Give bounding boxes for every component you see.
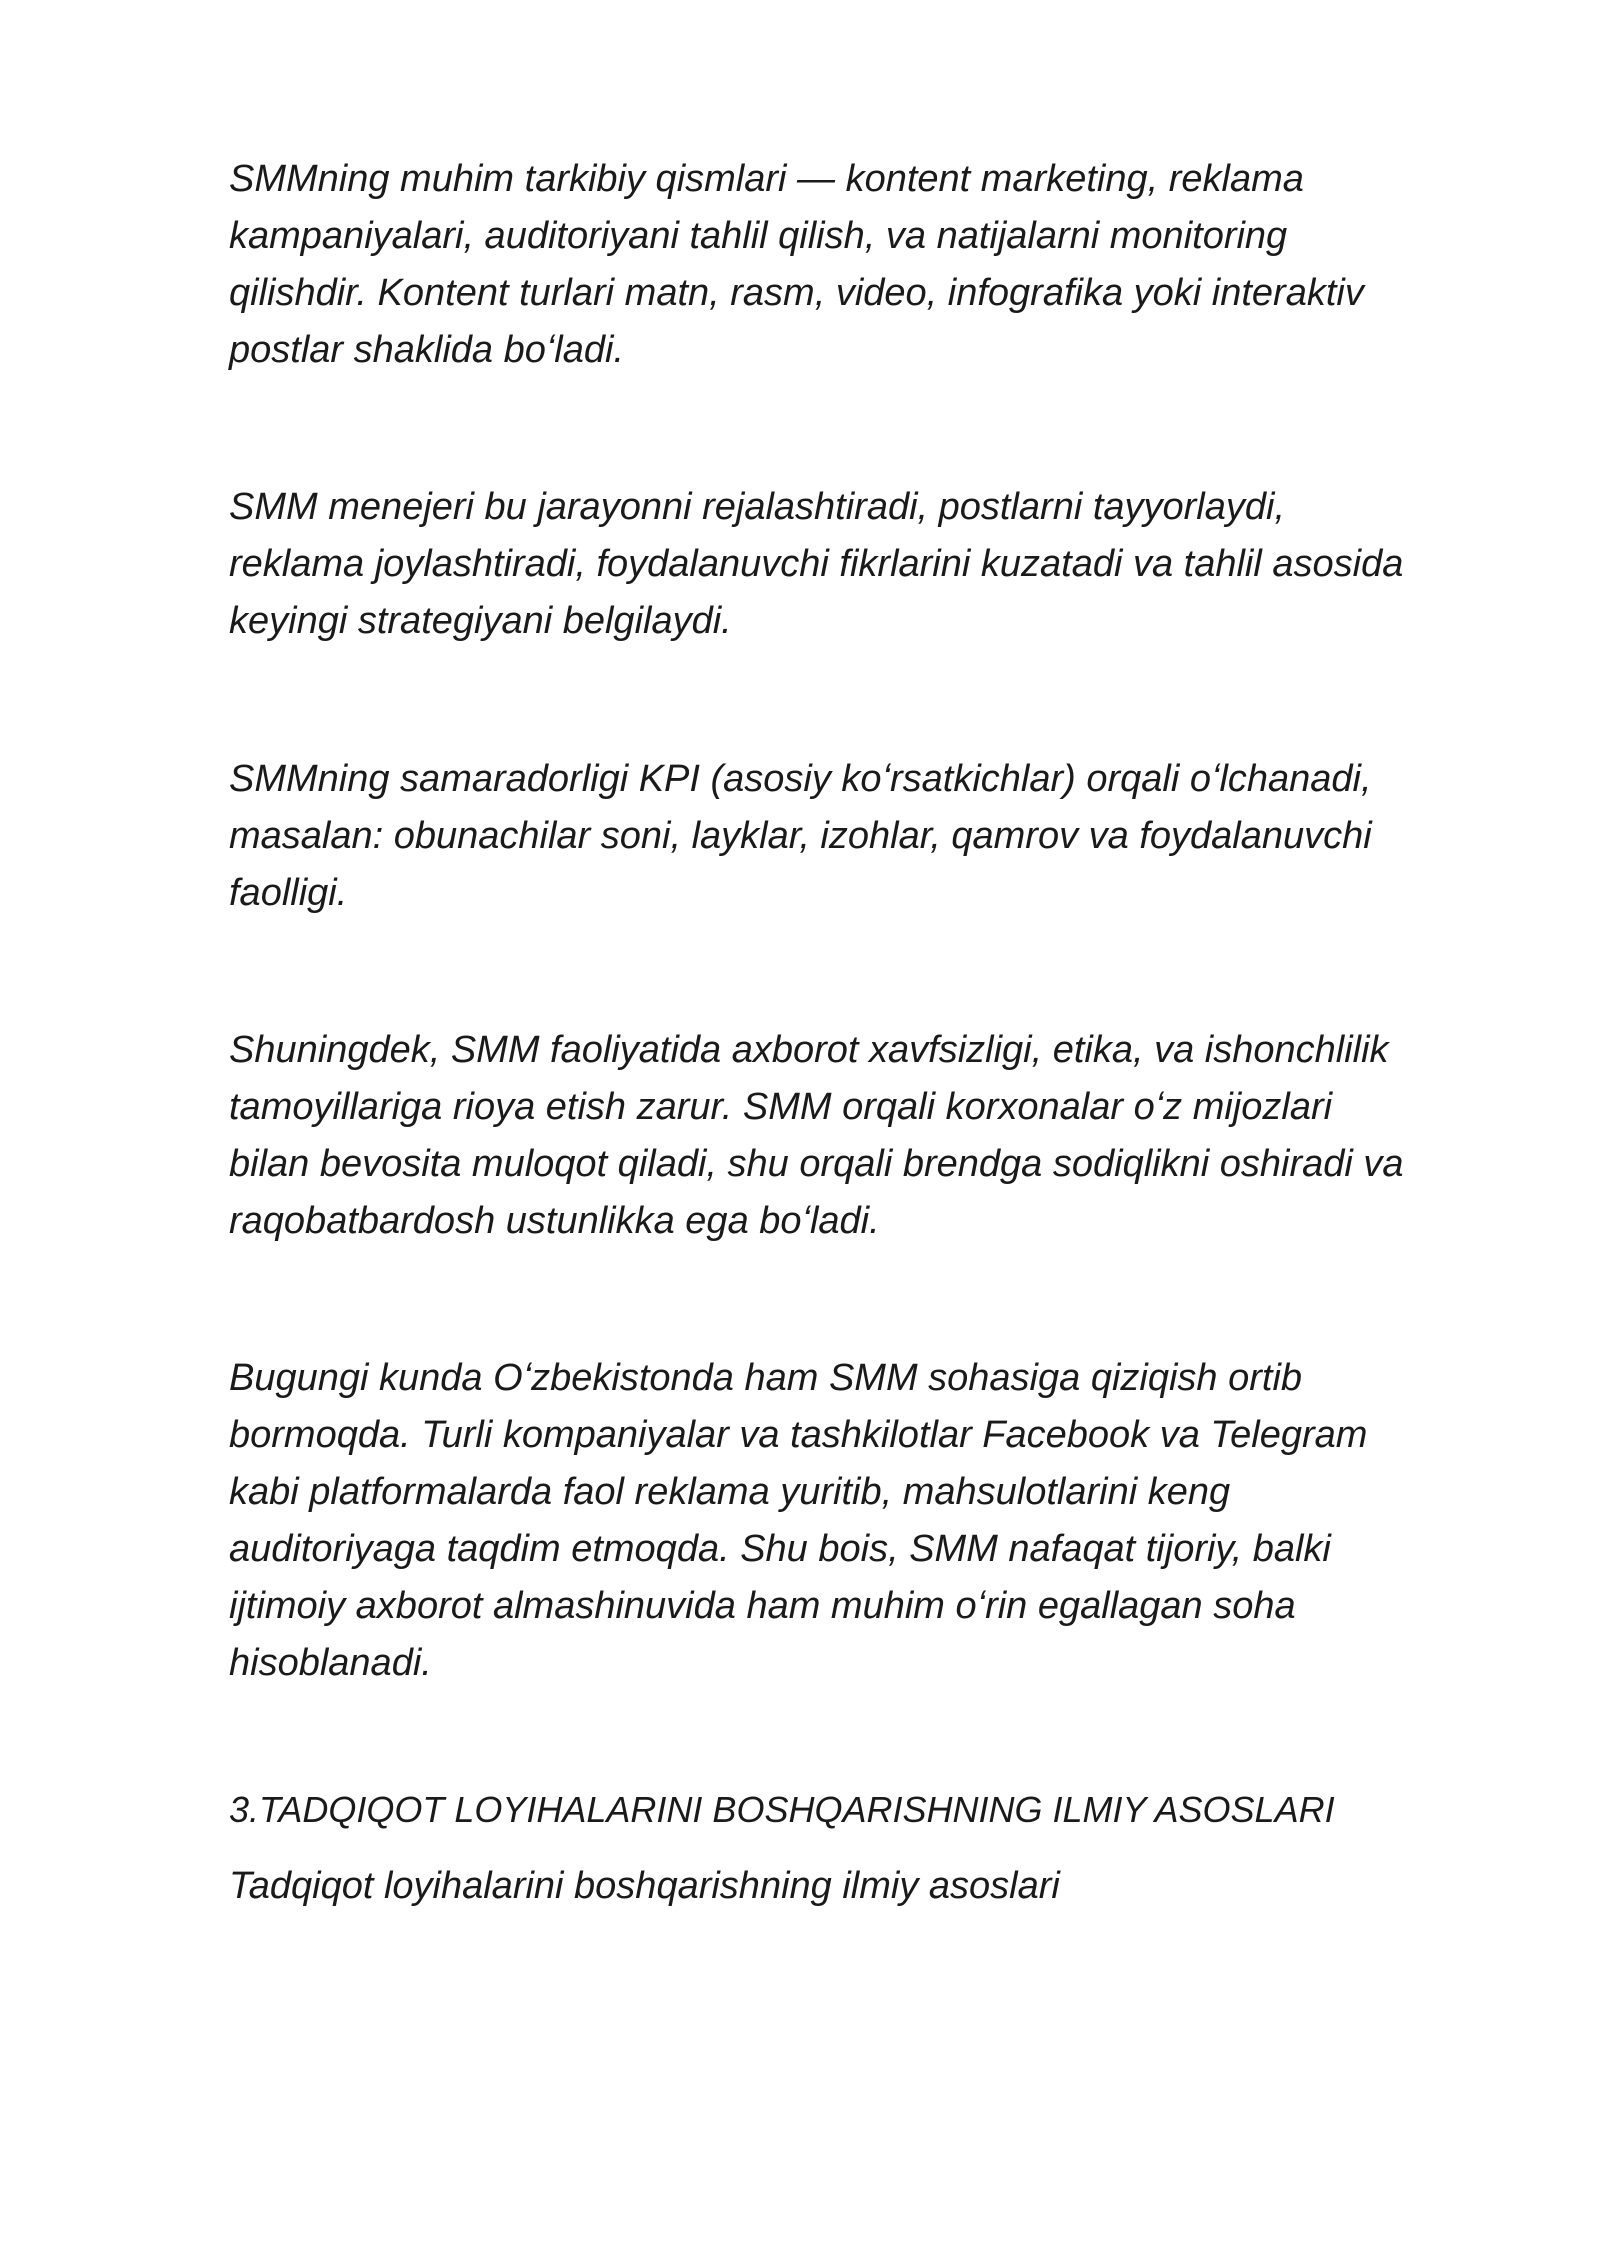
text-line: reklama joylashtiradi, foydalanuvchi fikrlarini kuzatadi va tahlil asosida (229, 543, 1404, 585)
paragraph-smm-components (229, 151, 1529, 379)
text-line: bilan bevosita muloqot qiladi, shu orqali brendga sodiqlikni oshiradi va (229, 1143, 1404, 1185)
text-line: SMMning muhim tarkibiy qismlari — kontent marketing, reklama (229, 158, 1304, 200)
text-line: SMMning samaradorligi KPI (asosiy koʻrsatkichlar) orqali oʻlchanadi, (229, 758, 1372, 800)
text-line: kabi platformalarda faol reklama yuritib, mahsulotlarini keng (229, 1471, 1231, 1513)
section-subheading: Tadqiqot loyihalarini boshqarishning ilmiy asoslari (229, 1865, 1060, 1907)
text-line: raqobatbardosh ustunlikka ega boʻladi. (229, 1200, 880, 1242)
paragraph-smm-kpi (229, 751, 1529, 922)
text-line: auditoriyaga taqdim etmoqda. Shu bois, SMM nafaqat tijoriy, balki (229, 1528, 1331, 1570)
text-line: kampaniyalari, auditoriyani tahlil qilish, va natijalarni monitoring (229, 215, 1288, 257)
text-line: bormoqda. Turli kompaniyalar va tashkilotlar Facebook va Telegram (229, 1414, 1368, 1456)
text-line: masalan: obunachilar soni, layklar, izohlar, qamrov va foydalanuvchi (229, 815, 1372, 857)
paragraph-smm-ethics (229, 1022, 1529, 1250)
text-line: tamoyillariga rioya etish zarur. SMM orqali korxonalar oʻz mijozlari (229, 1086, 1333, 1128)
paragraph-smm-manager (229, 479, 1529, 650)
text-line: hisoblanadi. (229, 1642, 432, 1684)
text-line: postlar shaklida boʻladi. (229, 329, 625, 371)
text-line: SMM menejeri bu jarayonni rejalashtiradi, postlarni tayyorlaydi, (229, 486, 1286, 528)
paragraph-smm-uzbekistan (229, 1350, 1529, 1692)
text-line: qilishdir. Kontent turlari matn, rasm, video, infografika yoki interaktiv (229, 272, 1364, 314)
text-line: keyingi strategiyani belgilaydi. (229, 600, 732, 642)
text-line: ijtimoiy axborot almashinuvida ham muhim oʻrin egallagan soha (229, 1585, 1296, 1627)
section-heading: 3.TADQIQOT LOYIHALARINI BOSHQARISHNING ILMIY ASOSLARI (229, 1789, 1335, 1830)
text-line: Shuningdek, SMM faoliyatida axborot xavfsizligi, etika, va ishonchlilik (229, 1029, 1389, 1071)
text-line: Bugungi kunda Oʻzbekistonda ham SMM sohasiga qiziqish ortib (229, 1357, 1303, 1399)
text-line: faolligi. (229, 872, 348, 914)
